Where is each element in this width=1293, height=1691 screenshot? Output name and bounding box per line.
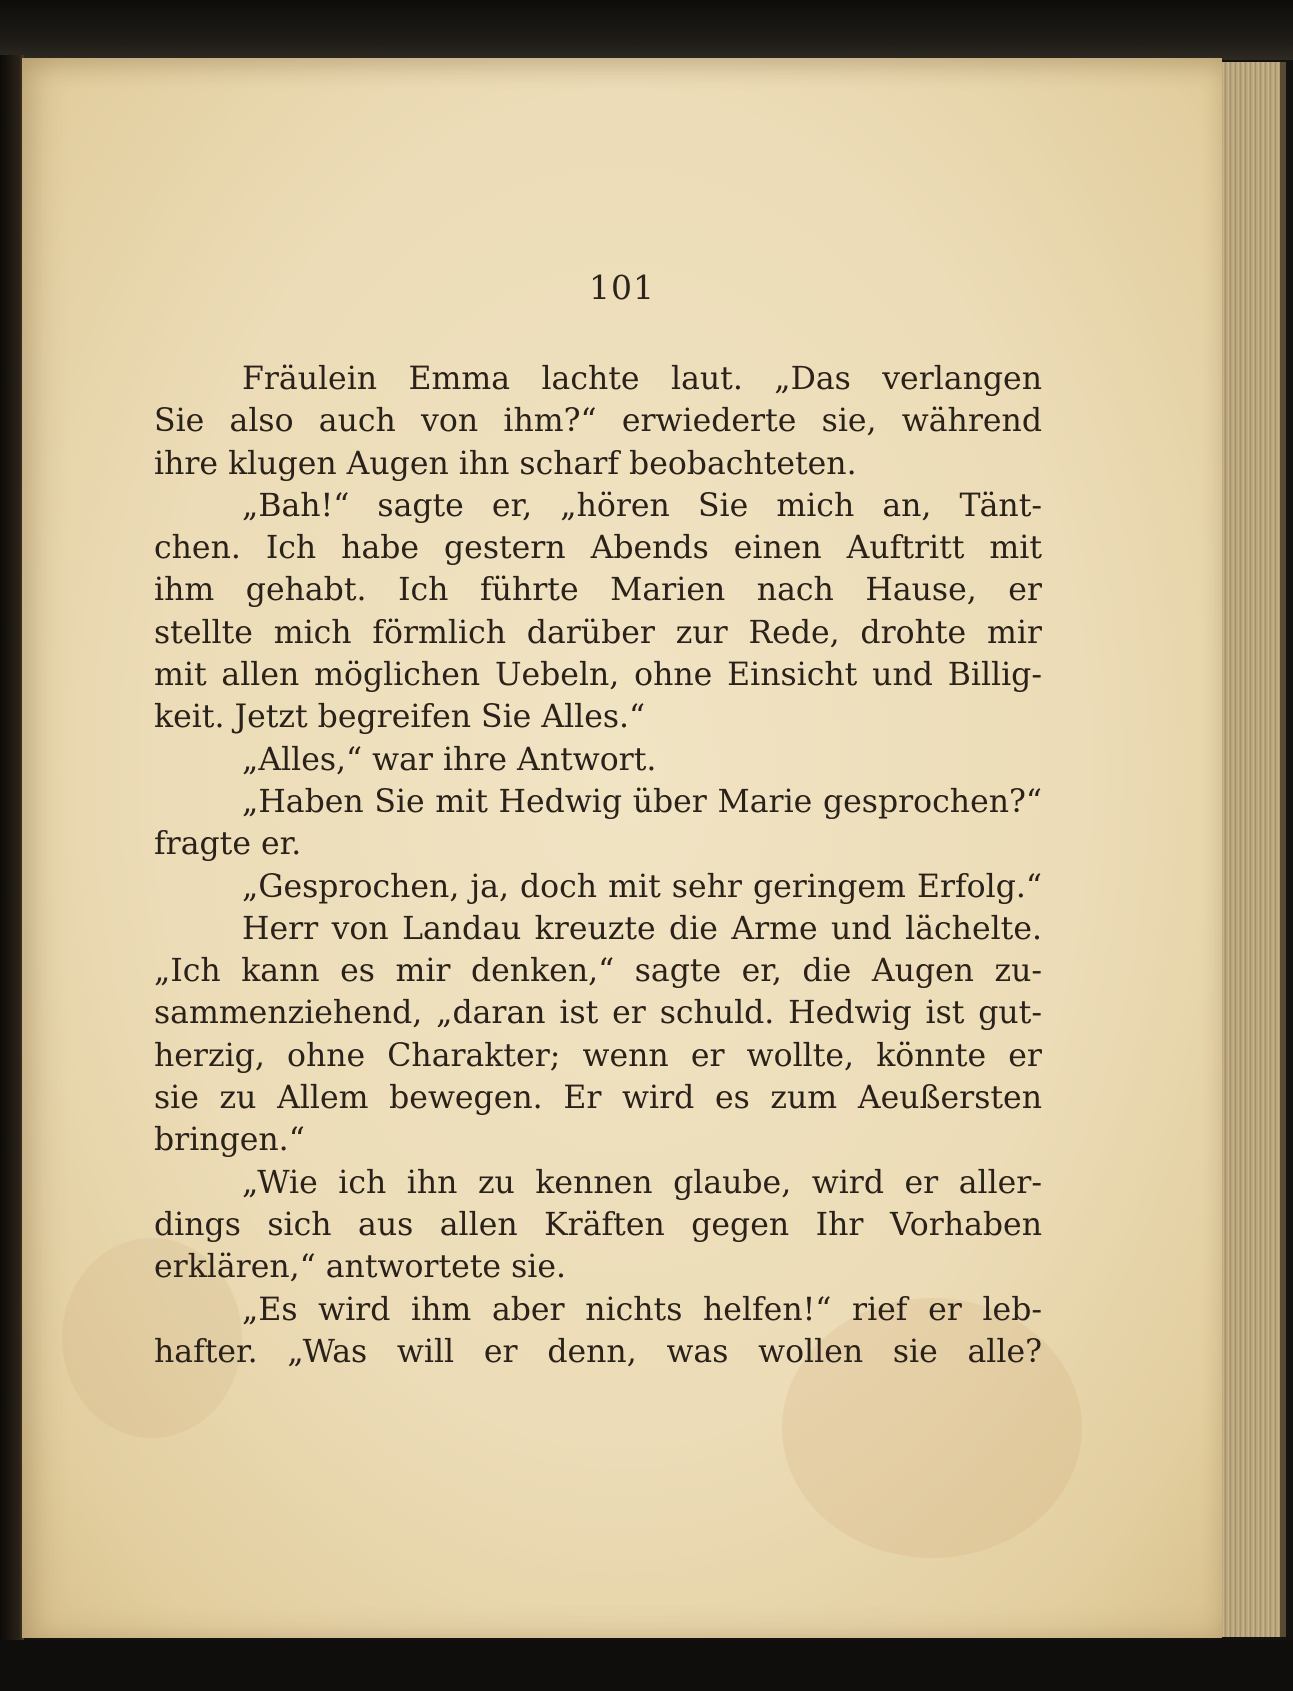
text-line: „Alles,“ war ihre Antwort.: [242, 741, 657, 778]
text-line: chen. Ich habe gestern Abends einen Auftritt mit: [154, 530, 1042, 567]
text-line: erklären,“ antwortete sie.: [154, 1249, 566, 1286]
text-line: ihre klugen Augen ihn scharf beobachteten.: [154, 445, 857, 482]
text-line: sie zu Allem bewegen. Er wird es zum Aeußersten: [154, 1080, 1042, 1117]
text-line: Herr von Landau kreuzte die Arme und lächelte.: [242, 910, 1042, 947]
book-binding-left: [0, 55, 24, 1650]
text-line: ihm gehabt. Ich führte Marien nach Hause, er: [154, 572, 1042, 609]
book-page: [22, 58, 1222, 1638]
body-text: [154, 358, 1042, 1373]
text-line: bringen.“: [154, 1122, 305, 1159]
text-line: herzig, ohne Charakter; wenn er wollte, könnte er: [154, 1037, 1042, 1074]
page-number: 101: [589, 268, 655, 307]
book-cover-bottom: [0, 1640, 1293, 1691]
text-line: keit. Jetzt begreifen Sie Alles.“: [154, 699, 646, 736]
book-cover-top: [0, 0, 1293, 60]
text-line: „Bah!“ sagte er, „hören Sie mich an, Tänt-: [242, 487, 1042, 524]
text-line: hafter. „Was will er denn, was wollen sie alle?: [154, 1333, 1042, 1370]
text-line: „Haben Sie mit Hedwig über Marie gesprochen?“: [242, 783, 1042, 820]
text-line: dings sich aus allen Kräften gegen Ihr Vorhaben: [154, 1206, 1042, 1243]
text-line: stellte mich förmlich darüber zur Rede, drohte mir: [154, 614, 1042, 651]
page-edges: [1222, 62, 1286, 1637]
text-line: „Wie ich ihn zu kennen glaube, wird er aller-: [242, 1164, 1042, 1201]
text-line: mit allen möglichen Uebeln, ohne Einsicht und Billig-: [154, 657, 1042, 694]
text-line: „Ich kann es mir denken,“ sagte er, die Augen zu-: [154, 953, 1042, 990]
text-line: Fräulein Emma lachte laut. „Das verlangen: [242, 361, 1042, 397]
text-line: Sie also auch von ihm?“ erwiederte sie, während: [154, 403, 1042, 440]
text-line: fragte er.: [154, 826, 302, 863]
text-line: „Gesprochen, ja, doch mit sehr geringem Erfolg.“: [242, 868, 1042, 905]
text-line: sammenziehend, „daran ist er schuld. Hedwig ist gut-: [154, 995, 1042, 1032]
text-line: „Es wird ihm aber nichts helfen!“ rief er leb-: [242, 1291, 1042, 1328]
